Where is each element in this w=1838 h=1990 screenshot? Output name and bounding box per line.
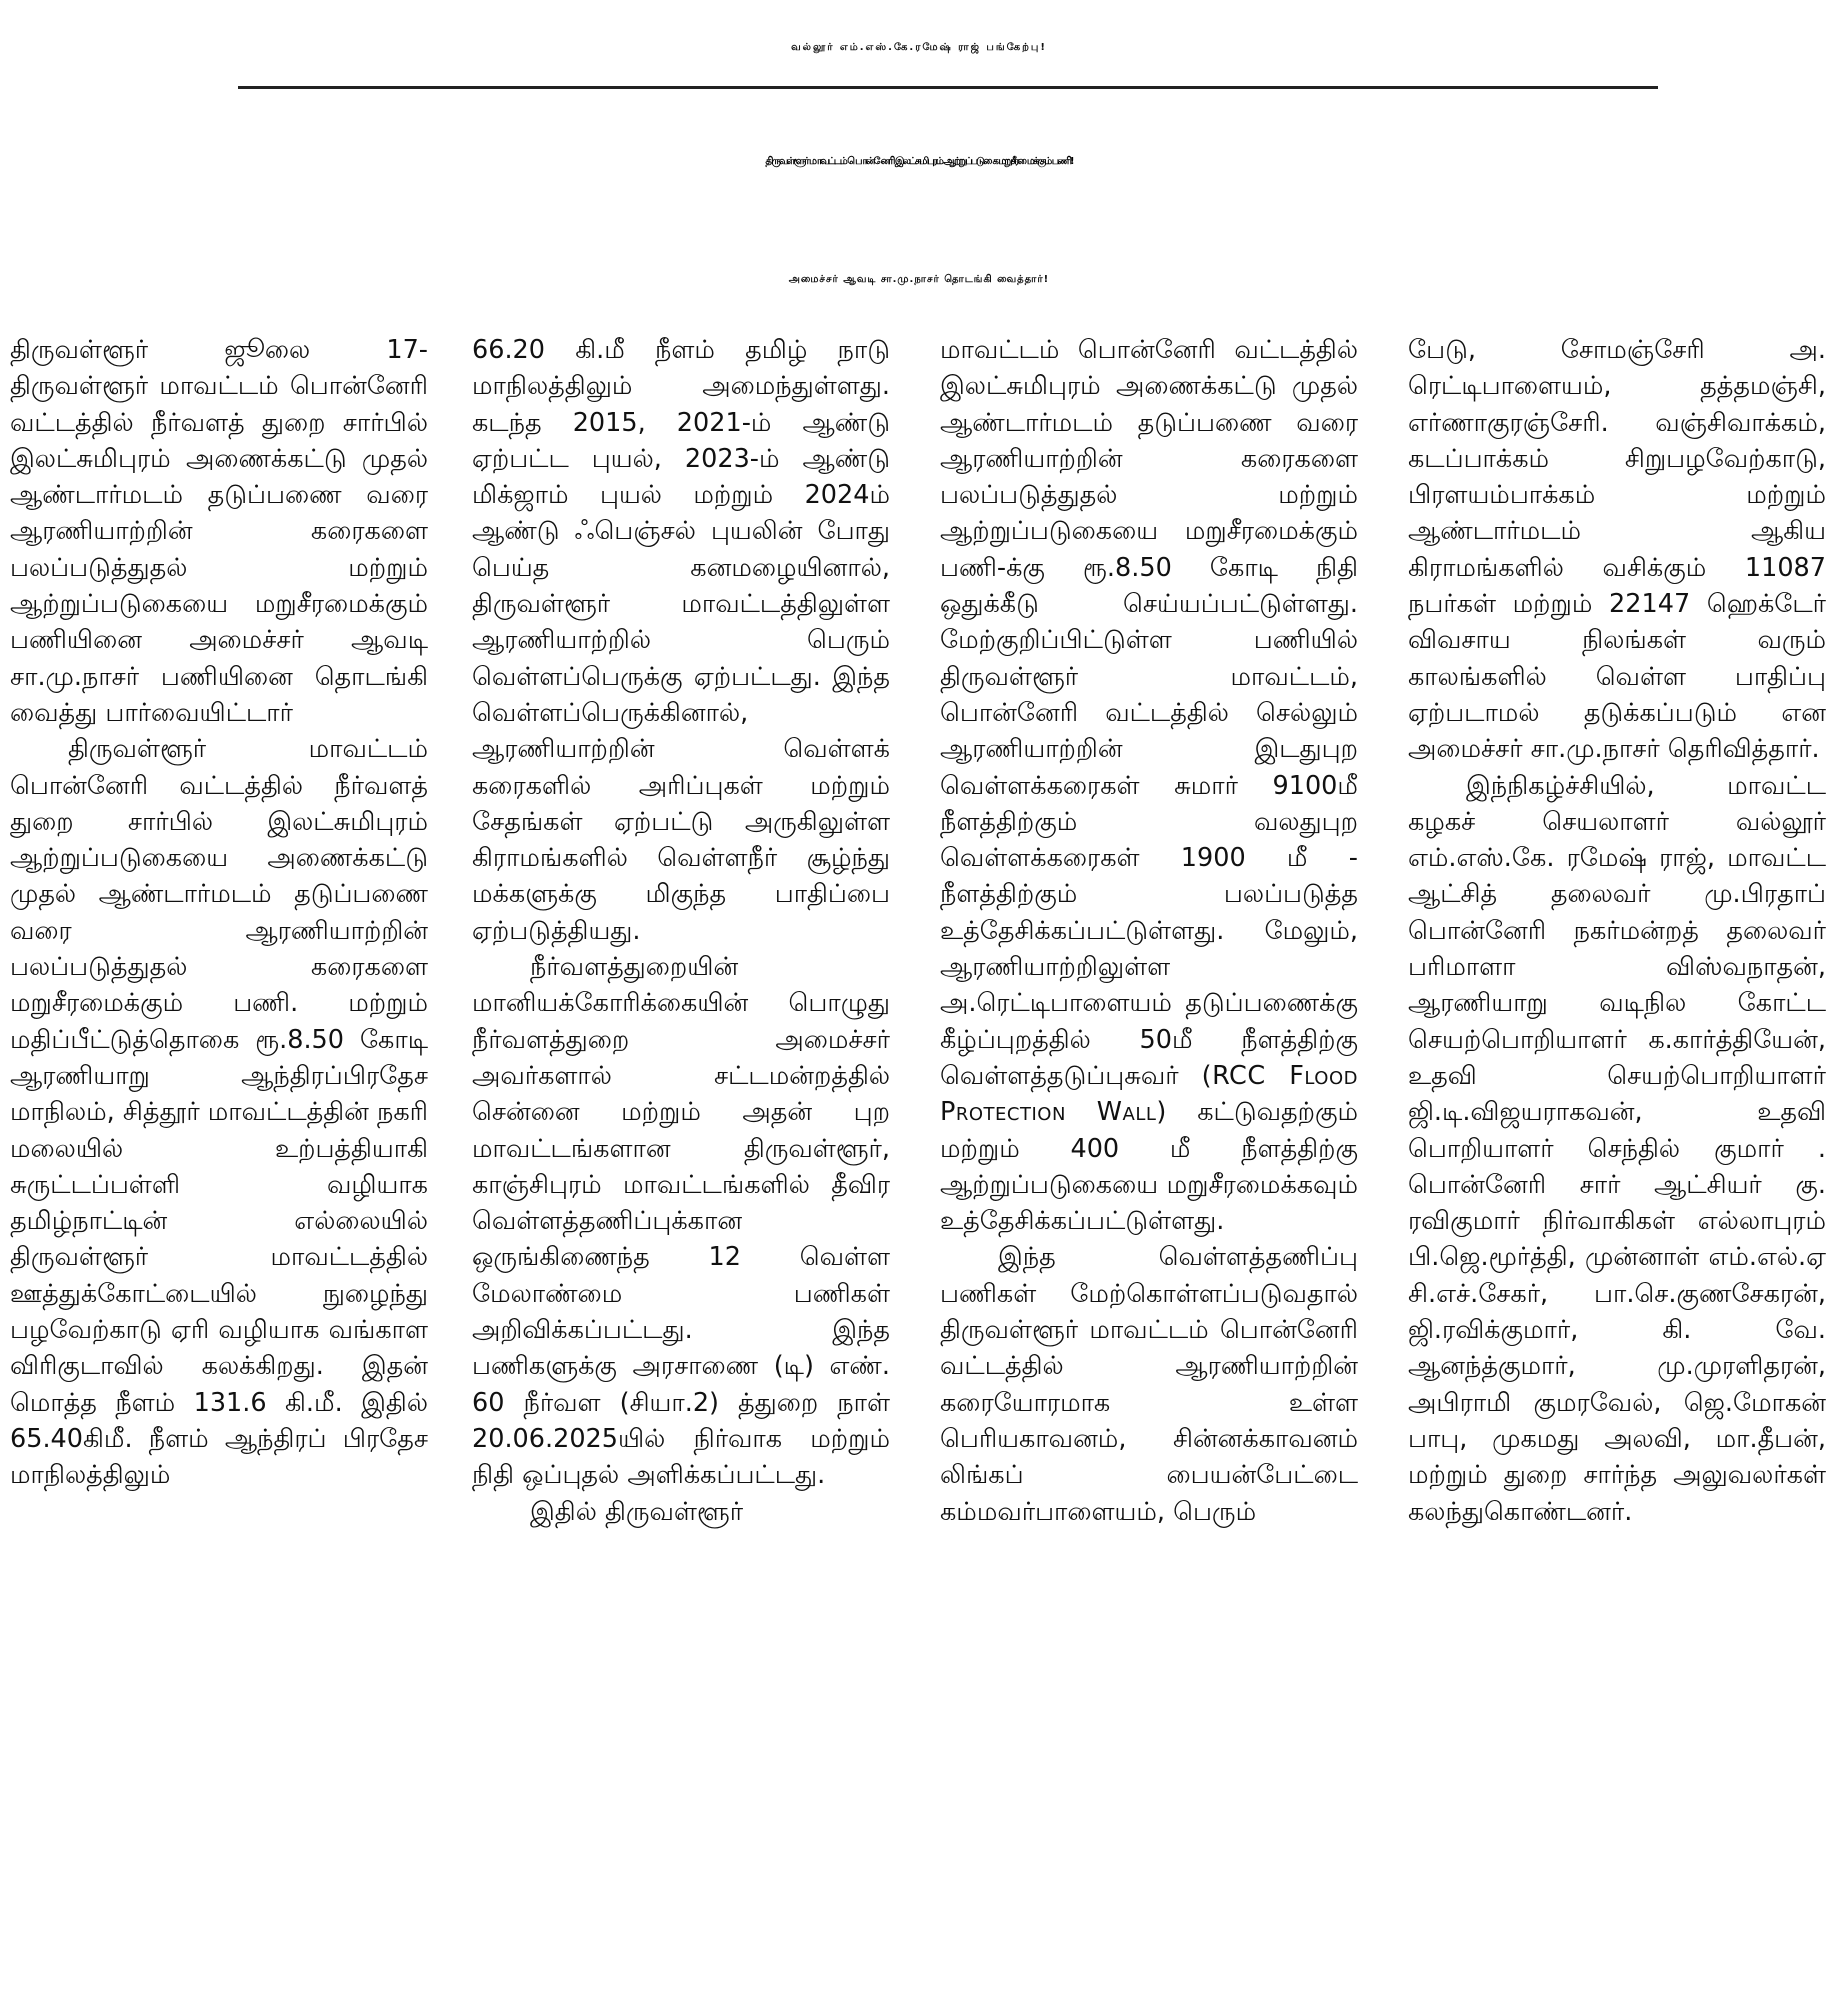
article-column-4	[1408, 332, 1826, 1972]
paragraph	[940, 332, 1358, 1239]
paragraph-text: கட்டுவதற்கும் மற்றும் 400 மீ நீளத்திற்கு ஆற்றுப்படுகையை மறுசீரமைக்கவும் உத்தேசிக்கப்பட்டுள்ளது.	[940, 1097, 1358, 1237]
paragraph: நீர்வளத்துறையின் மானியக்கோரிக்கையின் பொழுது நீர்வளத்துறை அமைச்சர் அவர்களால் சட்டமன்றத்தில் சென்னை மற்றும் அதன் புற மாவட்டங்களான திருவள்ளூர், காஞ்சிபுரம் மாவட்டங்களில் தீவிர வெள்ளத்தணிப்புக்கான ஒருங்கிணைந்த 12 வெள்ள மேலாண்மை பணிகள் அறிவிக்கப்பட்டது. இந்த பணிகளுக்கு அரசாணை (டி) எண். 60 நீர்வள (சியா.2) த்துறை நாள் 20.06.2025யில் நிர்வாக மற்றும் நிதி ஒப்புதல் அளிக்கப்பட்டது.	[472, 952, 890, 1491]
subheadline: அமைச்சர் ஆவடி சா.மு.நாசர் தொடங்கி வைத்தார்!	[788, 274, 1050, 285]
paragraph: இந்த வெள்ளத்தணிப்பு பணிகள் மேற்கொள்ளப்படுவதால் திருவள்ளூர் மாவட்டம் பொன்னேரி வட்டத்தில் ஆரணியாற்றின் கரையோரமாக உள்ள பெரியகாவனம், சின்னக்காவனம் லிங்கப் பையன்பேட்டை கம்மவர்பாளையம், பெரும்	[940, 1242, 1358, 1527]
paragraph: இந்நிகழ்ச்சியில், மாவட்ட கழகச் செயலாளர் வல்லூர் எம்.எஸ்.கே. ரமேஷ் ராஜ், மாவட்ட ஆட்சித் தலைவர் மு.பிரதாப் பொன்னேரி நகர்மன்றத் தலைவர் பரிமாளா விஸ்வநாதன், ஆரணியாறு வடிநில கோட்ட செயற்பொறியாளர் க.கார்த்தியேன், உதவி செயற்பொறியாளர் ஜி.டி.விஜயராகவன், உதவி பொறியாளர் செந்தில் குமார் . பொன்னேரி சார் ஆட்சியர் கு. ரவிகுமார் நிர்வாகிகள் எல்லாபுரம் பி.ஜெ.மூர்த்தி, முன்னாள் எம்.எல்.ஏ சி.எச்.சேகர், பா.செ.குணசேகரன், ஜி.ரவிக்குமார், கி. வே. ஆனந்த்குமார், மு.முரளிதரன், அபிராமி குமரவேல், ஜெ.மோகன் பாபு, முகமது அலவி, மா.தீபன், மற்றும் துறை சார்ந்த அலுவலர்கள் கலந்துகொண்டனர்.	[1408, 770, 1826, 1527]
paragraph: இதில் திருவள்ளூர்	[530, 1496, 744, 1527]
kicker-underline	[238, 86, 1658, 89]
article-column-2	[472, 332, 890, 1972]
paragraph: பேடு, சோமஞ்சேரி அ. ரெட்டிபாளையம், தத்தமஞ்சி, எர்ணாகுரஞ்சேரி. வஞ்சிவாக்கம், கடப்பாக்கம் சிறுபழவேற்காடு, பிரளயம்பாக்கம் மற்றும் ஆண்டார்மடம் ஆகிய கிராமங்களில் வசிக்கும் 11087 நபர்கள் மற்றும் 22147 ஹெக்டேர் விவசாய நிலங்கள் வரும் காலங்களில் வெள்ள பாதிப்பு ஏற்படாமல் தடுக்கப்படும் என அமைச்சர் சா.மு.நாசர் தெரிவித்தார்.	[1408, 335, 1826, 765]
paragraph: திருவள்ளூர் மாவட்டம் பொன்னேரி வட்டத்தில் நீர்வளத் துறை சார்பில் இலட்சுமிபுரம் ஆற்றுப்படுகையை அணைக்கட்டு முதல் ஆண்டார்மடம் தடுப்பணை வரை ஆரணியாற்றின் பலப்படுத்துதல் கரைகளை மறுசீரமைக்கும் பணி. மற்றும் மதிப்பீட்டுத்தொகை ரூ.8.50 கோடி ஆரணியாறு ஆந்திரப்பிரதேச மாநிலம், சித்தூர் மாவட்டத்தின் நகரி மலையில் உற்பத்தியாகி சுருட்டப்பள்ளி வழியாக தமிழ்நாட்டின் எல்லையில் திருவள்ளூர் மாவட்டத்தில் ஊத்துக்கோட்டையில் நுழைந்து பழவேற்காடு ஏரி வழியாக வங்காள விரிகுடாவில் கலக்கிறது. இதன் மொத்த நீளம் 131.6 கி.மீ. இதில் 65.40கிமீ. நீளம் ஆந்திரப் பிரதேச மாநிலத்திலும்	[10, 734, 428, 1491]
article-column-3	[940, 332, 1358, 1972]
paragraph: 66.20 கி.மீ நீளம் தமிழ் நாடு மாநிலத்திலும் அமைந்துள்ளது. கடந்த 2015, 2021-ம் ஆண்டு ஏற்பட்ட புயல், 2023-ம் ஆண்டு மிக்ஜாம் புயல் மற்றும் 2024ம் ஆண்டு ஃபெஞ்சல் புயலின் போது பெய்த கனமழையினால், திருவள்ளூர் மாவட்டத்திலுள்ள ஆரணியாற்றில் பெரும் வெள்ளப்பெருக்கு ஏற்பட்டது. இந்த வெள்ளப்பெருக்கினால், ஆரணியாற்றின் வெள்ளக் கரைகளில் அரிப்புகள் மற்றும் சேதங்கள் ஏற்பட்டு அருகிலுள்ள கிராமங்களில் வெள்ளநீர் சூழ்ந்து மக்களுக்கு மிகுந்த பாதிப்பை ஏற்படுத்தியது.	[472, 335, 890, 946]
article-column-1	[10, 332, 428, 1972]
english-term: (RCC Flood Protection Wall)	[940, 1060, 1358, 1128]
paragraph: திருவள்ளூர் ஜூலை 17- திருவள்ளூர் மாவட்டம் பொன்னேரி வட்டத்தில் நீர்வளத் துறை சார்பில் இலட்சுமிபுரம் அணைக்கட்டு முதல் ஆண்டார்மடம் தடுப்பணை வரை ஆரணியாற்றின் கரைகளை பலப்படுத்துதல் மற்றும் ஆற்றுப்படுகையை மறுசீரமைக்கும் பணியினை அமைச்சர் ஆவடி சா.மு.நாசர் பணியினை தொடங்கி வைத்து பார்வையிட்டார்	[10, 335, 428, 728]
headline: திருவள்ளூர் மாவட்டம் பொன்னேரி இலட்சுமிபுரம் ஆற்றுப்படுகை மறுசீரமைக்கும் பணி!	[765, 156, 1073, 167]
paragraph-text: மாவட்டம் பொன்னேரி வட்டத்தில் இலட்சுமிபுரம் அணைக்கட்டு முதல் ஆண்டார்மடம் தடுப்பணை வரை ஆரணியாற்றின் கரைகளை பலப்படுத்துதல் மற்றும் ஆற்றுப்படுகையை மறுசீரமைக்கும் பணி-க்கு ரூ.8.50 கோடி நிதி ஒதுக்கீடு செய்யப்பட்டுள்ளது. மேற்குறிப்பிட்டுள்ள பணியில் திருவள்ளூர் மாவட்டம், பொன்னேரி வட்டத்தில் செல்லும் ஆரணியாற்றின் இடதுபுற வெள்ளக்கரைகள் சுமார் 9100மீ நீளத்திற்கும் வலதுபுற வெள்ளக்கரைகள் 1900 மீ - நீளத்திற்கும் பலப்படுத்த உத்தேசிக்கப்பட்டுள்ளது. மேலும், ஆரணியாற்றிலுள்ள அ.ரெட்டிபாளையம் தடுப்பணைக்கு கீழ்ப்புறத்தில் 50மீ நீளத்திற்கு வெள்ளத்தடுப்புசுவர்	[940, 335, 1358, 1091]
kicker-line: வல்லூர் எம்.எஸ்.கே.ரமேஷ் ராஜ் பங்கேற்பு!	[791, 42, 1047, 53]
